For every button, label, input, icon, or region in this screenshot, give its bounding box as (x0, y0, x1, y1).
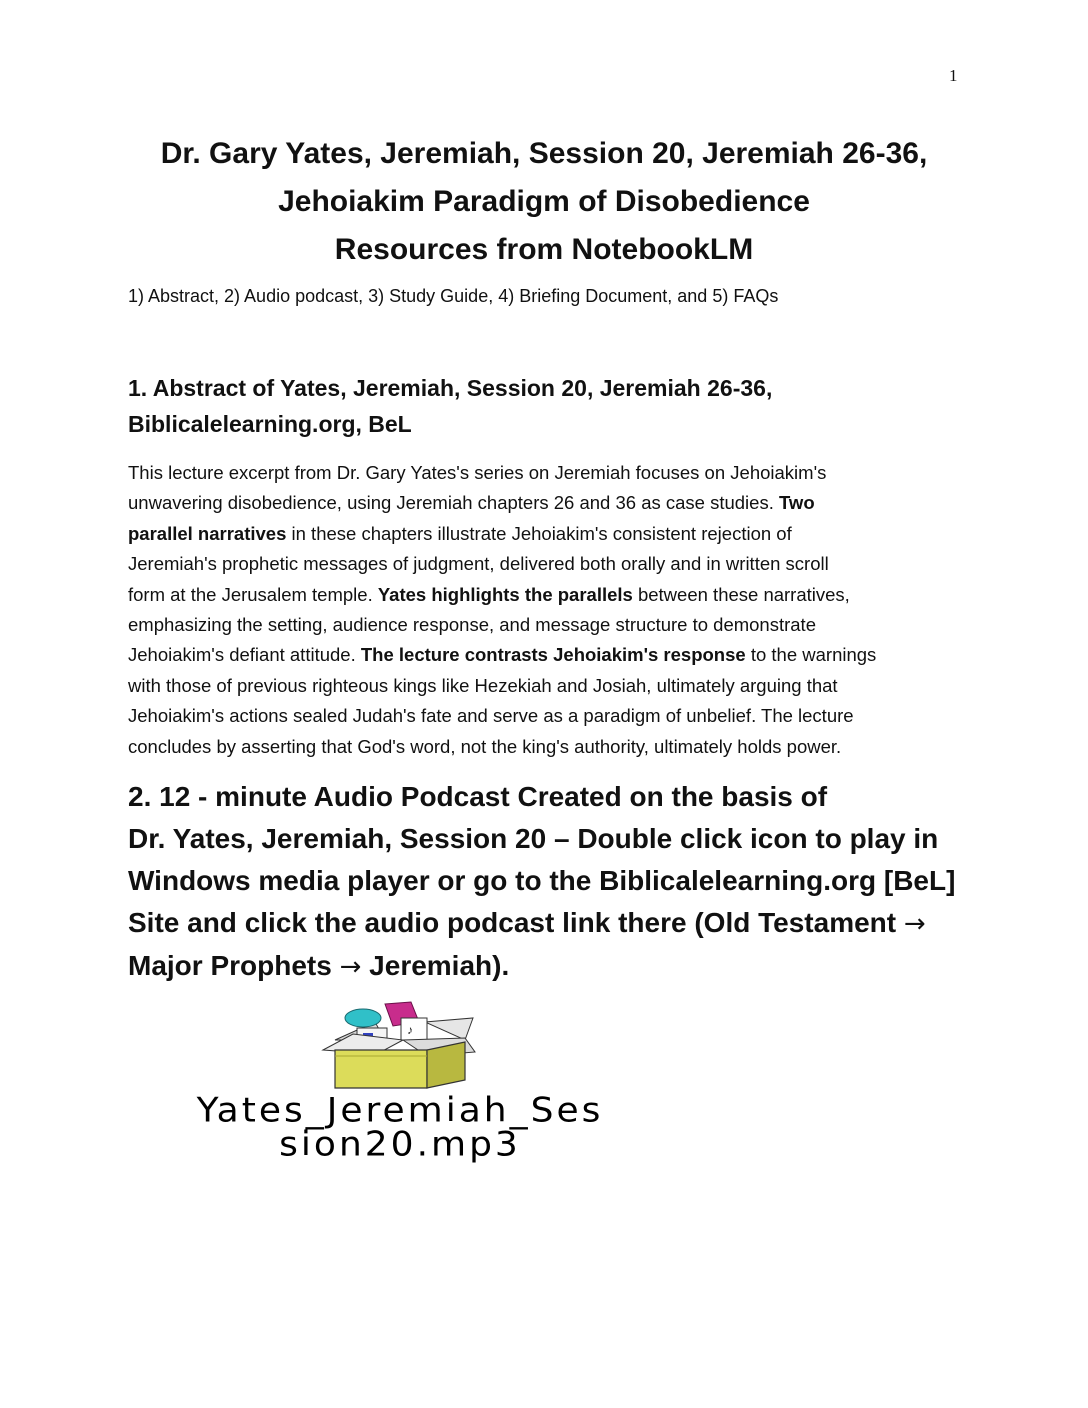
abstract-line (128, 580, 978, 610)
abstract-text: unwavering disobedience, using Jeremiah chapters 26 and 36 as case studies. (128, 492, 779, 514)
abstract-bold-text: Yates highlights the parallels (377, 583, 633, 605)
abstract-line (128, 519, 978, 549)
abstract-line: concludes by asserting that God's word, not the king's authority, ultimately holds power. (128, 735, 842, 757)
abstract-line: emphasizing the setting, audience response, and message structure to demonstrate (128, 614, 816, 636)
abstract-paragraph (128, 458, 978, 762)
abstract-line: This lecture excerpt from Dr. Gary Yates's series on Jeremiah focuses on Jehoiakim's (128, 462, 827, 483)
abstract-text: between these narratives, (632, 583, 850, 605)
abstract-line: with those of previous righteous kings like Hezekiah and Josiah, ultimately arguing that (128, 674, 838, 696)
arrow-right-icon: → (903, 909, 926, 939)
podcast-line: Windows media player or go to the Biblicalelearning.org [BeL] (128, 865, 956, 896)
abstract-line (128, 488, 978, 518)
podcast-line (128, 945, 988, 988)
document-title (90, 130, 998, 274)
podcast-text: Site and click the audio podcast link there (Old Testament (128, 907, 904, 938)
title-line-1: Dr. Gary Yates, Jeremiah, Session 20, Jeremiah 26-36, (160, 137, 928, 170)
abstract-bold-text: The lecture contrasts Jehoiakim's response (360, 644, 746, 666)
podcast-text: Major Prophets (128, 950, 340, 981)
abstract-text: to the warnings (745, 644, 877, 666)
filename-line-1: Yates_Jeremiah_Ses (196, 1090, 604, 1130)
audio-attachment[interactable] (130, 1000, 690, 1170)
abstract-text: Jehoiakim's defiant attitude. (128, 644, 361, 666)
abstract-text: form at the Jerusalem temple. (128, 583, 378, 605)
abstract-line: Jeremiah's prophetic messages of judgment, delivered both orally and in written scroll (128, 553, 829, 575)
package-icon[interactable] (315, 1000, 480, 1090)
abstract-bold-text: parallel narratives (128, 522, 287, 544)
podcast-text: Jeremiah). (361, 950, 510, 981)
podcast-line: 2. 12 - minute Audio Podcast Created on the basis of (128, 781, 828, 812)
abstract-heading-line-2: Biblicalelearning.org, BeL (128, 411, 412, 437)
abstract-bold-text: Two (779, 492, 815, 514)
podcast-heading (128, 776, 988, 988)
abstract-line (128, 640, 978, 670)
contents-list: 1) Abstract, 2) Audio podcast, 3) Study Guide, 4) Briefing Document, and 5) FAQs (128, 286, 779, 306)
title-line-2: Jehoiakim Paradigm of Disobedience (278, 185, 810, 218)
abstract-text: in these chapters illustrate Jehoiakim's consistent rejection of (286, 522, 792, 544)
title-line-3: Resources from NotebookLM (334, 233, 754, 266)
abstract-heading (128, 370, 968, 442)
abstract-heading-line-1: 1. Abstract of Yates, Jeremiah, Session 20, Jeremiah 26-36, (128, 375, 773, 401)
podcast-line: Dr. Yates, Jeremiah, Session 20 – Double click icon to play in (128, 823, 939, 854)
podcast-line (128, 902, 988, 945)
filename-line-2: sion20.mp3 (279, 1125, 521, 1165)
svg-text:♪: ♪ (407, 1023, 413, 1037)
page-number: 1 (949, 66, 958, 85)
arrow-right-icon: → (339, 952, 362, 982)
abstract-line: Jehoiakim's actions sealed Judah's fate and serve as a paradigm of unbelief. The lecture (128, 705, 854, 727)
attachment-filename[interactable] (130, 1090, 670, 1165)
